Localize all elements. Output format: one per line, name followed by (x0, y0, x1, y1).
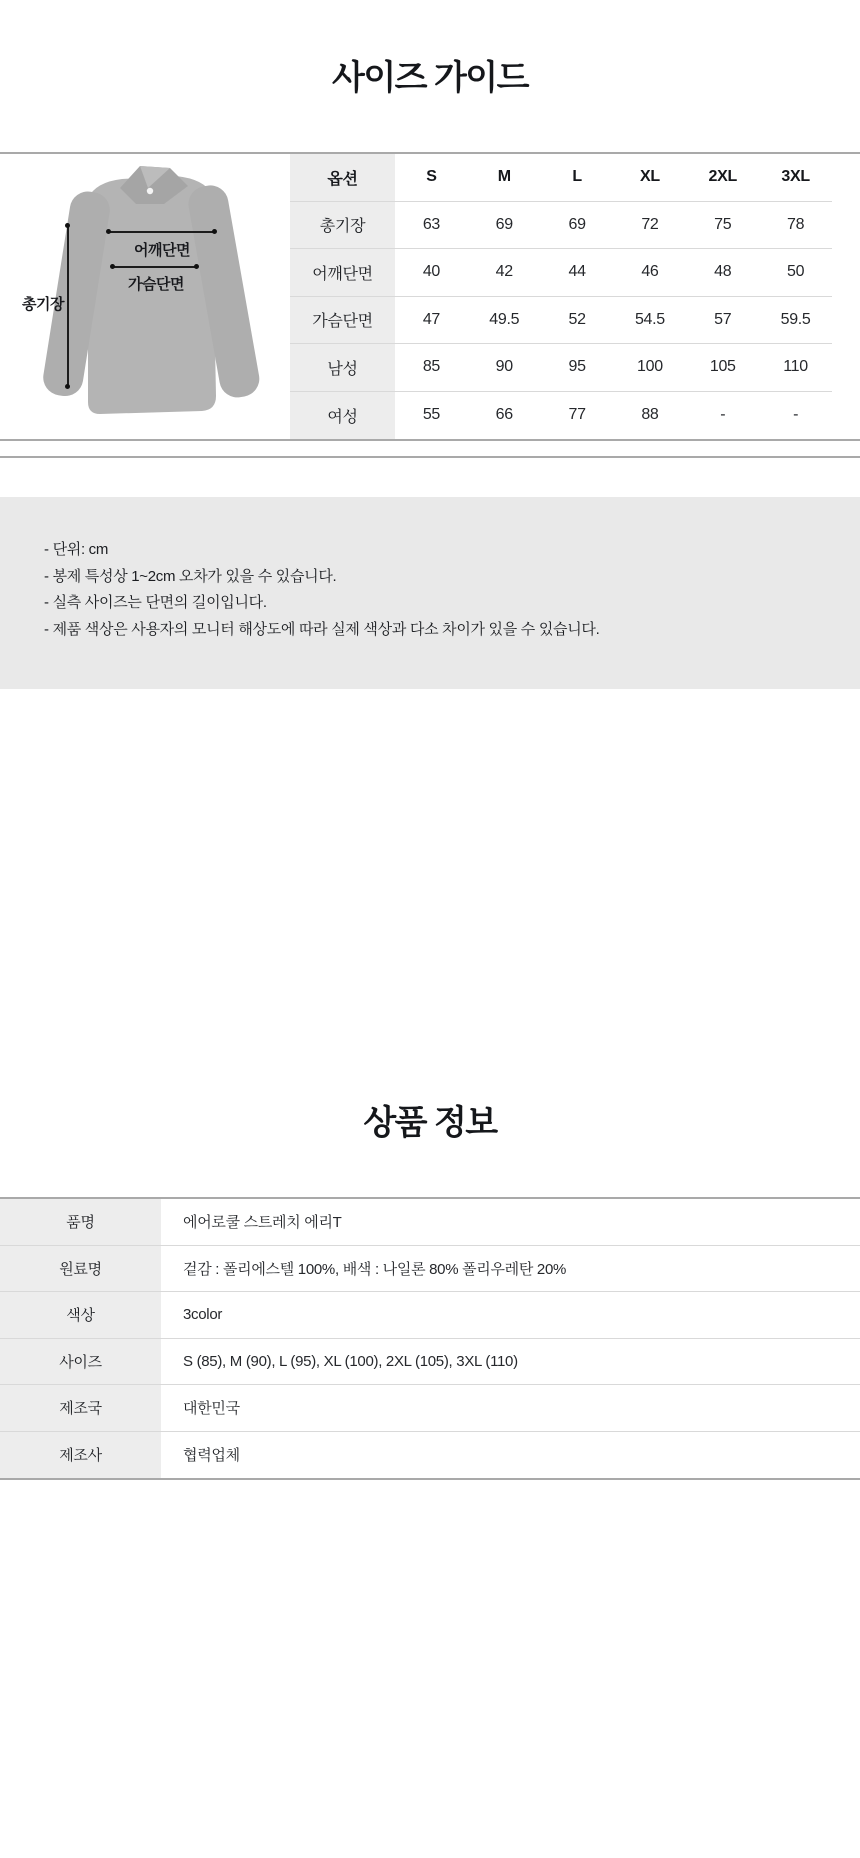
length-label: 총기장 (22, 296, 64, 313)
product-info-title: 상품 정보 (363, 1104, 497, 1142)
product-row-value: S (85), M (90), L (95), XL (100), 2XL (105), 3XL (110) (161, 1339, 860, 1386)
size-table-value: 42 (468, 249, 541, 297)
size-table-value: 40 (395, 249, 468, 297)
size-table-value: 95 (541, 344, 614, 392)
size-table-value: 66 (495, 406, 513, 424)
product-row-value: 협력업체 (183, 1447, 240, 1465)
size-table-value: - (793, 406, 799, 424)
length-measure-dot-top (65, 223, 70, 228)
shirt-image (36, 158, 262, 442)
shoulder-measure-dot-right (212, 229, 217, 234)
size-table-value: 49.5 (468, 297, 541, 345)
product-row-label: 사이즈 (0, 1339, 161, 1386)
size-table-value: 85 (395, 344, 468, 392)
product-row-label: 제조국 (0, 1385, 161, 1432)
length-measure-line (67, 226, 69, 386)
size-table-row-label: 남성 (290, 344, 395, 392)
product-row-value: 대한민국 (161, 1385, 860, 1432)
size-table-value: 44 (541, 249, 614, 297)
size-table-size-header: 3XL (759, 154, 832, 202)
product-row-label: 원료명 (0, 1246, 161, 1293)
size-table-value: 63 (395, 202, 468, 250)
divider-size-section-end (0, 456, 860, 458)
note-line: - 단위: cm (44, 541, 109, 558)
size-table-size-header: 2XL (686, 154, 759, 202)
size-table-row-label: 총기장 (290, 202, 395, 250)
note-line: - 봉제 특성상 1~2cm 오차가 있을 수 있습니다. (44, 567, 337, 585)
size-guide-title: 사이즈 가이드 (331, 59, 528, 97)
size-table-value: 52 (541, 297, 614, 345)
size-table-size-header: XL (614, 154, 687, 202)
note-line: - 제품 색상은 사용자의 모니터 해상도에 따라 실제 색상과 다소 차이가 있을 수 있습니다. (44, 620, 600, 638)
size-table-value: - (720, 406, 726, 424)
size-table-value: 55 (422, 406, 441, 424)
product-row-label: 색상 (0, 1292, 161, 1339)
product-row-label: 품명 (0, 1199, 161, 1246)
size-table-value: 59.5 (759, 297, 832, 345)
shoulder-measure-dot-left (106, 229, 111, 234)
size-table-size-header: M (468, 154, 541, 202)
size-table-value: 78 (759, 202, 832, 250)
product-row-value: 3color (161, 1292, 860, 1339)
size-table-row-label: 어깨단면 (290, 249, 395, 297)
product-info-table (0, 1197, 860, 1480)
size-table-value: 47 (395, 297, 468, 345)
size-table-value: 72 (614, 202, 687, 250)
size-table (290, 154, 832, 439)
size-table-value: 100 (614, 344, 687, 392)
size-table-value: 54.5 (614, 297, 687, 345)
note-line: - 실측 사이즈는 단면의 길이입니다. (44, 594, 267, 611)
size-guide-notes (0, 497, 860, 689)
size-table-value: 46 (614, 249, 687, 297)
size-table-row-label: 가슴단면 (290, 297, 395, 345)
size-table-value: 69 (541, 202, 614, 250)
chest-measure-dot-left (110, 264, 115, 269)
size-table-value: 57 (686, 297, 759, 345)
length-measure-dot-bottom (65, 384, 70, 389)
shoulder-measure-line (108, 231, 214, 233)
size-table-value: 50 (759, 249, 832, 297)
size-table-row-label: 여성 (290, 392, 395, 440)
size-table-size-header: L (541, 154, 614, 202)
size-table-value: 110 (759, 344, 832, 392)
chest-measure-line (112, 266, 196, 268)
shoulder-label: 어깨단면 (134, 242, 190, 259)
size-table-option-header: 옵션 (290, 154, 395, 202)
shirt-diagram (22, 158, 262, 442)
size-table-value: 90 (468, 344, 541, 392)
size-table-size-header: S (395, 154, 468, 202)
size-table-value: 77 (568, 406, 586, 424)
notes-list (44, 537, 830, 643)
size-table-value: 69 (468, 202, 541, 250)
chest-label: 가슴단면 (128, 276, 184, 293)
product-row-value: 에어로쿨 스트레치 에리T (161, 1199, 860, 1246)
product-row-value: 겉감 : 폴리에스텔 100%, 배색 : 나일론 80% 폴리우레탄 20% (161, 1246, 860, 1293)
size-table-value: 48 (686, 249, 759, 297)
divider-size-table-bottom (0, 439, 860, 441)
size-table-value: 88 (641, 406, 659, 424)
size-table-value: 75 (686, 202, 759, 250)
size-table-value: 105 (686, 344, 759, 392)
chest-measure-dot-right (194, 264, 199, 269)
product-row-label: 제조사 (0, 1432, 161, 1479)
